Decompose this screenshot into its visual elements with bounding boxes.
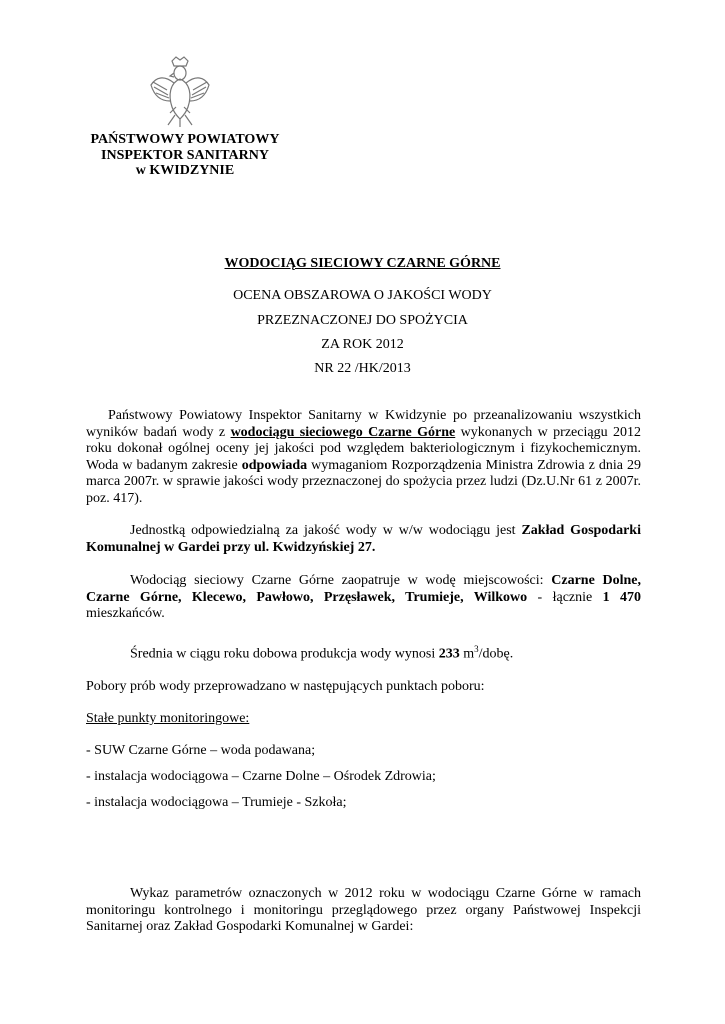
population-count: 1 470 [602, 589, 642, 605]
paragraph-production: Średnia w ciągu roku dobowa produkcja wody wynosi 233 $m^3$/dobę. [130, 644, 514, 662]
issuer-line-3: w KWIDZYNIE [135, 163, 235, 178]
subtitle-year: ZA ROK 2012 [321, 337, 404, 352]
issuer-line-1: PAŃSTWOWY POWIATOWY [90, 132, 280, 147]
compliance-verdict: odpowiada [241, 457, 308, 473]
paragraph-responsible-unit: Jednostką odpowiedzialną za jakość wody w w/w wodociągu jest Zakład Gospodarki Komunalnej w Gardei przy ul. Kwidzyńskiej 27. [86, 523, 641, 555]
document-title: WODOCIĄG SIECIOWY CZARNE GÓRNE [224, 256, 501, 271]
paragraph-parameters: Wykaz parametrów oznaczonych w 2012 roku w wodociągu Czarne Górne w ramach monitoringu kontrolnego i monitoringu przeglądowego przez organy Państwowej Inspekcji Sanitarnej oraz Zakład Gospodarki Komunalnej w Gardei: [86, 886, 641, 934]
monitoring-point-item: - instalacja wodociągowa – Czarne Dolne – Ośrodek Zdrowia; [86, 769, 436, 784]
monitoring-points-heading: Stałe punkty monitoringowe: [86, 711, 250, 726]
water-supply-name: wodociągu sieciowego Czarne Górne [230, 424, 456, 440]
paragraph-sampling-points: Pobory prób wody przeprowadzano w następujących punktach poboru: [86, 679, 485, 694]
monitoring-point-item: - SUW Czarne Górne – woda podawana; [86, 743, 316, 758]
daily-production-value: 233 [438, 646, 460, 662]
responsible-unit: Zakład Gospodarki Komunalnej w Gardei przy ul. Kwidzyńskiej 27. [86, 523, 641, 555]
monitoring-point-item: - instalacja wodociągowa – Trumieje - Szkoła; [86, 795, 347, 810]
document-number: NR 22 /HK/2013 [314, 361, 411, 376]
subtitle-line-1: OCENA OBSZAROWA O JAKOŚCI WODY [233, 288, 492, 303]
issuer-line-2: INSPEKTOR SANITARNY [101, 148, 269, 163]
localities-list: Czarne Dolne, Czarne Górne, Klecewo, Pawłowo, Przęsławek, Trumieje, Wilkowo [86, 573, 641, 605]
eagle-emblem-icon [148, 55, 212, 129]
paragraph-assessment: Państwowy Powiatowy Inspektor Sanitarny w Kwidzynie po przeanalizowaniu wszystkich wyników badań wody z wodociągu sieciowego Czarne Górne wykonanych w przeciągu 2012 roku dokonał ogólnej oceny jej jakości pod względem bakteriologicznym i fizykochemicznym. Woda w badanym zakresie odpowiada wymaganiom Rozporządzenia Ministra Zdrowia z dnia 29 marca 2007r. w sprawie jakości wody przeznaczonej do spożycia przez ludzi (Dz.U.Nr 61 z 2007r. poz. 417). [86, 408, 641, 506]
paragraph-localities: Wodociąg sieciowy Czarne Górne zaopatruje w wodę miejscowości: Czarne Dolne, Czarne Górne, Klecewo, Pawłowo, Przęsławek, Trumieje, Wilkowo - łącznie 1 470 mieszkańców. [86, 573, 642, 621]
subtitle-line-2: PRZEZNACZONEJ DO SPOŻYCIA [257, 313, 468, 328]
